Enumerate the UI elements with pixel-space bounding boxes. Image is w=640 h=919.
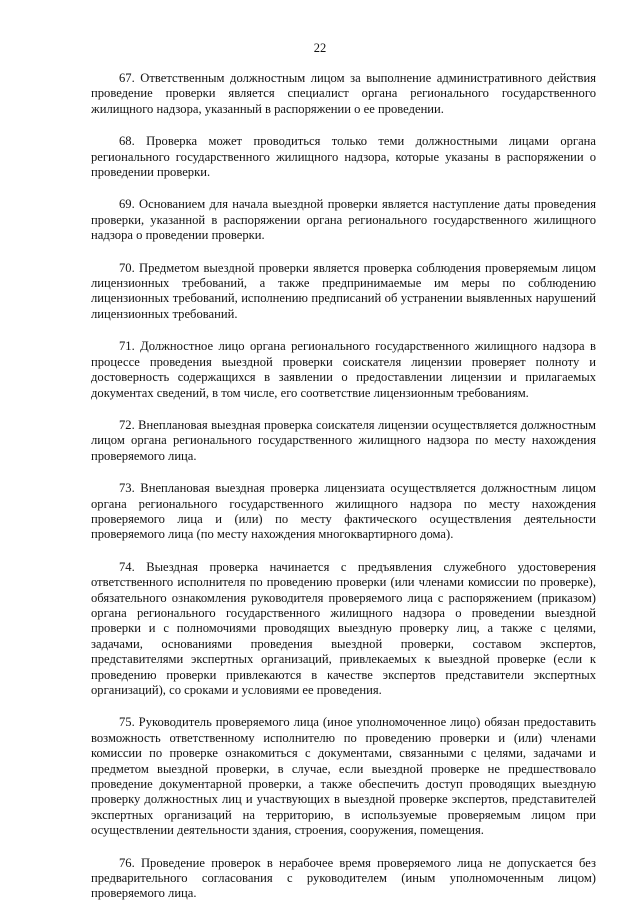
paragraph-71: 71. Должностное лицо органа регионального государственного жилищного надзора в процессе проведения выездной проверки соискателя лицензии проверяет полноту и достоверность содержащихся в заявлении о предоставлении лицензии и прилагаемых документах сведений, в том числе, его соответствие лицензионным требованиям. [91,339,596,400]
paragraph-73: 73. Внеплановая выездная проверка лицензиата осуществляется должностным лицом органа регионального государственного жилищного надзора по месту нахождения проверяемого лица и (или) по месту фактического осуществления деятельности проверяемого лица (по месту нахождения многоквартирного дома). [91,481,596,542]
paragraph-74: 74. Выездная проверка начинается с предъявления служебного удостоверения ответственного исполнителя по проведению проверки (или членами комиссии по проверке), обязательного ознакомления руководителя проверяемого лица с распоряжением (приказом) органа регионального государственного жилищного надзора о проведении выездной проверки и с полномочиями проводящих выездную проверку лиц, а также с целями, задачами, основаниями проведения выездной проверки, составом экспертов, представителями экспертных организаций, привлекаемых к выездной проверке (если к проведению проверки привлекаются в качестве экспертов представители экспертных организаций), со сроками и условиями ее проведения. [91,559,596,697]
document-body [91,71,596,919]
paragraph-75: 75. Руководитель проверяемого лица (иное уполномоченное лицо) обязан предоставить возможность ответственному исполнителю по проведению проверки и (или) членами комиссии по проверке ознакомиться с документами, связанными с целями, задачами и предметом выездной проверки, в случае, если выездной проверке не предшествовало проведение документарной проверки, а также обеспечить доступ проводящих выездную проверку должностных лиц и участвующих в выездной проверке экспертов, представителей экспертных организаций на территорию, в используемые проверяемым лицом при осуществлении деятельности здания, строения, сооружения, помещения. [91,715,596,838]
paragraph-68: 68. Проверка может проводиться только теми должностными лицами органа регионального государственного жилищного надзора, которые указаны в распоряжении о проведении проверки. [91,134,596,180]
paragraph-67: 67. Ответственным должностным лицом за выполнение административного действия проведение проверки является специалист органа регионального государственного жилищного надзора, указанный в распоряжении о ее проведении. [91,71,596,116]
paragraph-69: 69. Основанием для начала выездной проверки является наступление даты проведения проверки, указанной в распоряжении органа регионального государственного жилищного надзора о проведении проверки. [91,197,596,243]
paragraph-76: 76. Проведение проверок в нерабочее время проверяемого лица не допускается без предварительного согласования с руководителем (иным уполномоченным лицом) проверяемого лица. [91,855,596,901]
paragraph-70: 70. Предметом выездной проверки является проверка соблюдения проверяемым лицом лицензионных требований, а также предпринимаемые им меры по соблюдению лицензионных требований, исполнению предписаний об устранении выявленных нарушений лицензионных требований. [91,260,596,321]
paragraph-72: 72. Внеплановая выездная проверка соискателя лицензии осуществляется должностным лицом органа регионального государственного жилищного надзора по месту нахождения проверяемого лица. [91,417,596,463]
page-number: 22 [313,41,327,55]
